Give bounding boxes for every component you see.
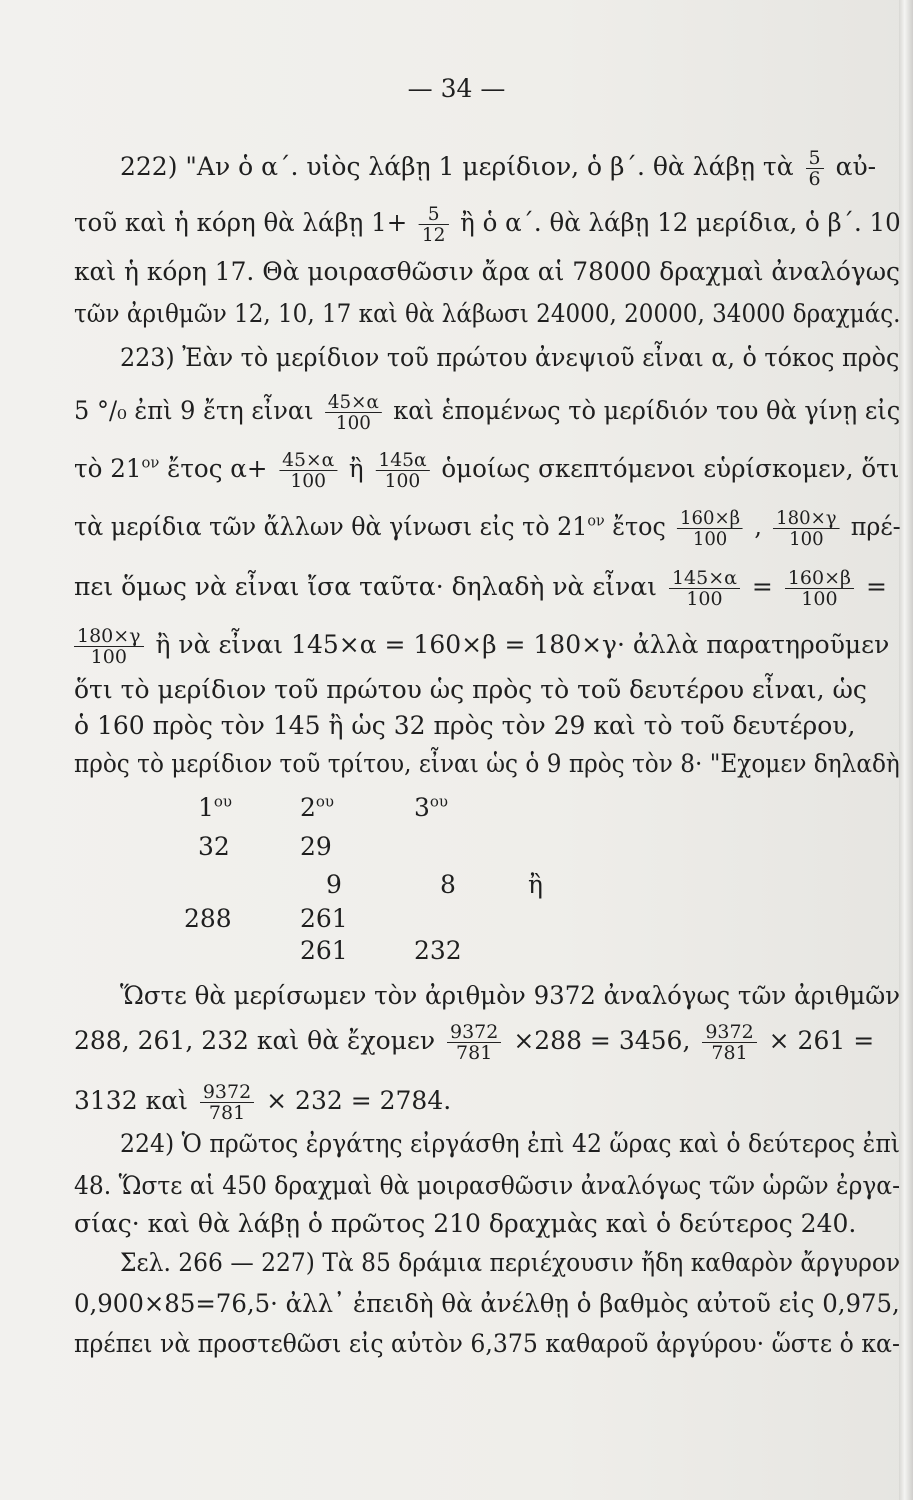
text-segment: ἢ [348, 454, 364, 483]
table-cell: 8 [440, 870, 456, 899]
text-segment: 5 °/₀ ἐπὶ 9 ἔτη εἶναι [74, 396, 314, 425]
table-cell: 29 [300, 832, 332, 861]
fraction: $\frac{180\times\gamma}{100}$ [74, 626, 144, 667]
table-cell: 261 [300, 936, 348, 965]
text-line-22: πρέπει νὰ προστεθῶσι εἰς αὐτὸν 6,375 καθαροῦ ἀργύρου· ὥστε ὁ κα- [74, 1329, 900, 1358]
text-line-17: 224) Ὁ πρῶτος ἐργάτης εἰργάσθη ἐπὶ 42 ὥρας καὶ ὁ δεύτερος ἐπὶ [120, 1129, 901, 1158]
text-segment: ἢ ὁ α΄. θὰ λάβῃ 12 μερίδια, ὁ β΄. 10 [460, 208, 901, 237]
text-line-18: 48. Ὥστε αἱ 450 δραχμαὶ θὰ μοιρασθῶσιν ἀναλόγως τῶν ὡρῶν ἐργα- [74, 1171, 900, 1200]
text-line-9 [74, 568, 887, 609]
text-line-7 [74, 450, 899, 491]
fraction: $\frac{145\times\alpha}{100}$ [669, 568, 740, 609]
text-line-13: πρὸς τὸ μερίδιον τοῦ τρίτου, εἶναι ὡς ὁ 9 πρὸς τὸν 8· "Εχομεν δηλαδὴ [74, 749, 900, 778]
text-segment: × 261 = [768, 1026, 875, 1055]
fraction: $\frac{5}{12}$ [419, 204, 449, 245]
text-segment: τὸ 21 [74, 454, 142, 483]
fraction: $\frac{145\alpha}{100}$ [375, 450, 429, 491]
fraction: $\frac{9372}{781}$ [200, 1082, 254, 1123]
text-segment: ἔτος α+ [167, 454, 268, 483]
text-line-14: Ὥστε θὰ μερίσωμεν τὸν ἀριθμὸν 9372 ἀναλόγως τῶν ἀριθμῶν [120, 981, 901, 1010]
text-segment: ἢ νὰ εἶναι 145×α = 160×β = 180×γ· ἀλλὰ παρατηροῦμεν [155, 630, 890, 659]
page-edge [899, 0, 913, 1500]
table-cell: ἢ [528, 870, 543, 899]
text-segment: πρέ- [850, 512, 901, 541]
text-line-12: ὁ 160 πρὸς τὸν 145 ἢ ὡς 32 πρὸς τὸν 29 καὶ τὸ τοῦ δευτέρου, [74, 711, 856, 740]
text-line-8 [74, 508, 901, 549]
table-cell: 9 [326, 870, 342, 899]
text-line-1 [120, 148, 876, 189]
superscript: ον [587, 511, 605, 530]
text-segment: ×288 = 3456, [513, 1026, 691, 1055]
table-header-3: $3^{o\upsilon}$ [414, 792, 449, 822]
text-line-3: καὶ ἡ κόρη 17. Θὰ μοιρασθῶσιν ἄρα αἱ 78000 δραχμαὶ ἀναλόγως [74, 257, 900, 286]
table-header-1: $1^{o\upsilon}$ [198, 792, 233, 822]
text-line-5: 223) Ἐὰν τὸ μερίδιον τοῦ πρώτου ἀνεψιοῦ εἶναι α, ὁ τόκος πρὸς [120, 343, 900, 372]
fraction: $\frac{160\times\beta}{100}$ [785, 568, 854, 609]
fraction: $\frac{180\times\gamma}{100}$ [773, 508, 839, 549]
fraction: $\frac{160\times\beta}{100}$ [677, 508, 743, 549]
text-line-19: σίας· καὶ θὰ λάβῃ ὁ πρῶτος 210 δραχμὰς καὶ ὁ δεύτερος 240. [74, 1209, 857, 1238]
text-line-15 [74, 1022, 874, 1063]
text-line-16 [74, 1082, 451, 1123]
fraction: $\frac{9372}{781}$ [702, 1022, 756, 1063]
text-segment: πει ὅμως νὰ εἶναι ἴσα ταῦτα· δηλαδὴ νὰ εἶναι [74, 572, 657, 601]
text-segment: 3132 καὶ [74, 1086, 188, 1115]
text-segment: = [751, 572, 773, 601]
text-segment: τοῦ καὶ ἡ κόρη θὰ λάβῃ 1+ [74, 208, 408, 237]
text-segment: καὶ ἑπομένως τὸ μερίδιόν του θὰ γίνῃ εἰς [393, 396, 901, 425]
fraction: $\frac{9372}{781}$ [447, 1022, 501, 1063]
text-segment: τὰ μερίδια τῶν ἄλλων θὰ γίνωσι εἰς τὸ 21 [74, 512, 588, 541]
text-segment: 222) "Αν ὁ α΄. υἱὸς λάβῃ 1 μερίδιον, ὁ β΄. θὰ λάβῃ τὰ [120, 152, 794, 181]
table-cell: 288 [184, 904, 232, 933]
superscript: ον [141, 453, 160, 472]
table-header-2: $2^{o\upsilon}$ [300, 792, 335, 822]
text-segment: , [754, 512, 762, 541]
text-line-6 [74, 392, 900, 433]
text-segment: = [865, 572, 887, 601]
text-line-21: 0,900×85=76,5· ἀλλ᾽ ἐπειδὴ θὰ ἀνέλθῃ ὁ βαθμὸς αὐτοῦ εἰς 0,975, [74, 1289, 900, 1318]
text-line-2 [74, 204, 901, 245]
text-segment: 288, 261, 232 καὶ θὰ ἔχομεν [74, 1026, 436, 1055]
page-number: — 34 — [407, 74, 506, 103]
text-line-10 [74, 626, 889, 667]
text-line-20: Σελ. 266 — 227) Τὰ 85 δράμια περιέχουσιν ἤδη καθαρὸν ἄργυρον [120, 1248, 901, 1277]
table-cell: 261 [300, 904, 348, 933]
text-segment: × 232 = 2784. [266, 1086, 452, 1115]
text-segment: ὁμοίως σκεπτόμενοι εὑρίσκομεν, ὅτι [441, 454, 900, 483]
table-cell: 232 [414, 936, 462, 965]
fraction: $\frac{45\times\alpha}{100}$ [279, 450, 337, 491]
fraction: $\frac{5}{6}$ [806, 148, 824, 189]
fraction: $\frac{45\times\alpha}{100}$ [325, 392, 382, 433]
text-segment: ἔτος [612, 512, 666, 541]
text-line-11: ὅτι τὸ μερίδιον τοῦ πρώτου ὡς πρὸς τὸ τοῦ δευτέρου εἶναι, ὡς [74, 675, 867, 704]
table-cell: 32 [198, 832, 230, 861]
text-line-4: τῶν ἀριθμῶν 12, 10, 17 καὶ θὰ λάβωσι 24000, 20000, 34000 δραχμάς. [74, 299, 901, 328]
text-segment: αὐ- [835, 152, 877, 181]
